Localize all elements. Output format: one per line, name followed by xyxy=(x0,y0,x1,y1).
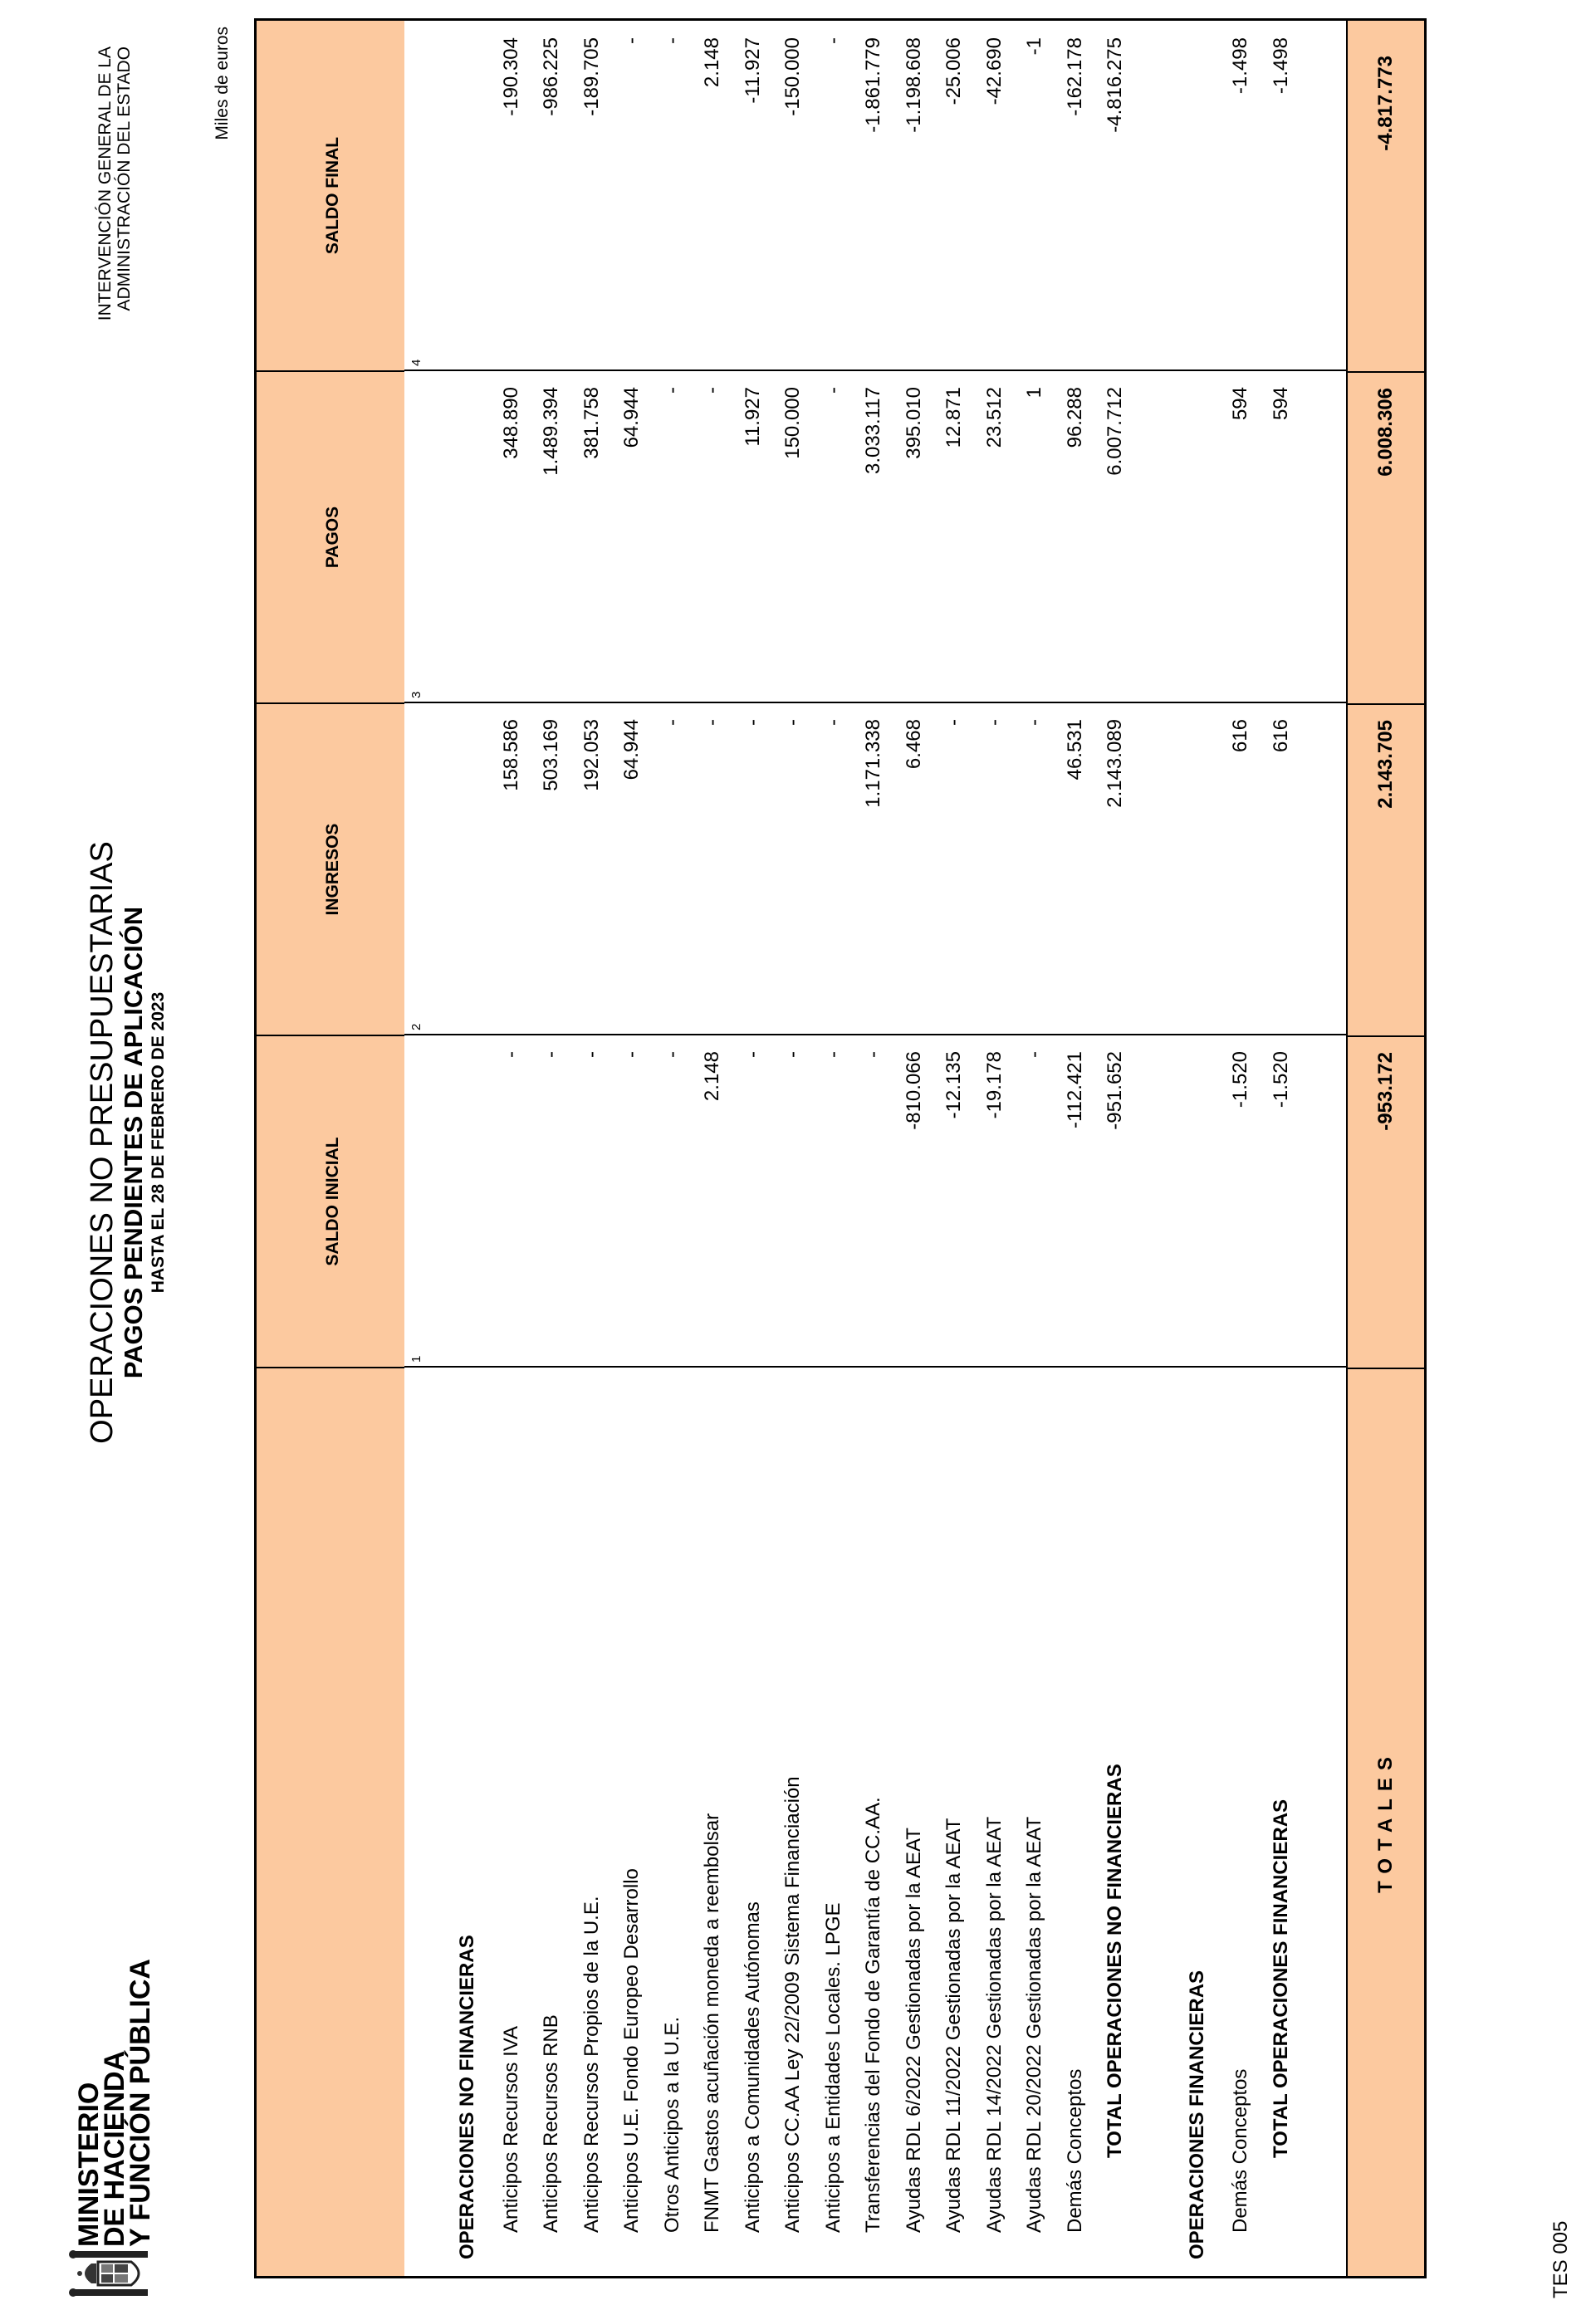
table-cell: -19.178 xyxy=(982,1051,1006,1119)
table-cell: - xyxy=(862,1051,884,1058)
table-cell: 23.512 xyxy=(982,387,1006,448)
table-cell: - xyxy=(741,719,764,726)
header-ingresos xyxy=(257,702,404,1035)
table-cell: -1 xyxy=(1023,37,1045,56)
table-cell: - xyxy=(620,37,643,44)
total-ingresos: 2.143.705 xyxy=(1374,720,1397,809)
table-cell: - xyxy=(821,719,845,726)
table-cell: 64.944 xyxy=(620,387,643,448)
ministry-line-3: Y FUNCIÓN PÚBLICA xyxy=(125,1959,156,2247)
column-divider xyxy=(404,702,1424,703)
report-subtitle: PAGOS PENDIENTES DE APLICACIÓN xyxy=(119,906,148,1379)
table-cell: - xyxy=(781,719,804,726)
header-saldo-inicial xyxy=(257,1035,404,1367)
row-label: Demás Conceptos xyxy=(1063,2068,1086,2233)
table-cell: - xyxy=(540,1051,562,1058)
table-cell: 2.148 xyxy=(701,37,723,88)
table-cell: 395.010 xyxy=(902,387,925,459)
table-cell: 1.171.338 xyxy=(862,719,884,808)
table-cell: - xyxy=(821,37,845,44)
table-cell: -162.178 xyxy=(1063,37,1086,116)
table-cell: - xyxy=(821,1051,845,1058)
table-cell: 2.148 xyxy=(701,1051,723,1102)
row-label: Anticipos Recursos IVA xyxy=(499,2026,522,2233)
table-cell: -1.861.779 xyxy=(862,37,884,133)
table-cell: 11.927 xyxy=(741,387,764,447)
report-title: OPERACIONES NO PRESUPUESTARIAS xyxy=(85,841,120,1444)
section-total-value: -4.816.275 xyxy=(1104,37,1126,133)
row-label: Anticipos CC.AA Ley 22/2009 Sistema Financiación xyxy=(781,1776,804,2233)
table-cell: -810.066 xyxy=(902,1051,925,1130)
table-cell: - xyxy=(660,719,683,726)
column-divider xyxy=(1348,371,1424,373)
table-cell: -1.520 xyxy=(1229,1051,1251,1108)
section-total-label: TOTAL OPERACIONES FINANCIERAS xyxy=(1269,1798,1292,2158)
section-total-value: -951.652 xyxy=(1104,1051,1126,1130)
table-cell: -12.135 xyxy=(942,1051,965,1119)
row-label: Anticipos U.E. Fondo Europeo Desarrollo xyxy=(620,1868,643,2233)
report-date: HASTA EL 28 DE FEBRERO DE 2023 xyxy=(149,991,168,1294)
table-cell: - xyxy=(1023,1051,1045,1058)
table-cell: - xyxy=(982,719,1006,726)
table-cell: 158.586 xyxy=(499,719,522,791)
table-cell: 381.758 xyxy=(580,387,603,459)
ministry-name xyxy=(73,1959,156,2247)
table-cell: -11.927 xyxy=(741,37,764,104)
table-cell: - xyxy=(1023,719,1045,726)
table-cell: -150.000 xyxy=(781,37,804,116)
totals-label: TOTALES xyxy=(1374,1750,1397,1893)
total-saldo-final: -4.817.773 xyxy=(1374,56,1397,151)
table-cell: - xyxy=(660,387,683,394)
table-cell: 96.288 xyxy=(1063,387,1086,448)
table-cell: -25.006 xyxy=(942,37,965,105)
row-label: Anticipos a Comunidades Autónomas xyxy=(741,1901,764,2233)
section-total-label: TOTAL OPERACIONES NO FINANCIERAS xyxy=(1104,1764,1126,2158)
table-cell: -42.690 xyxy=(982,37,1006,105)
column-number: 3 xyxy=(409,691,423,698)
section-total-value: 2.143.089 xyxy=(1104,719,1126,808)
row-label: Otros Anticipos a la U.E. xyxy=(660,2016,683,2233)
table-cell: -1.498 xyxy=(1229,37,1251,95)
table-cell: 192.053 xyxy=(580,719,603,791)
row-label: Ayudas RDL 14/2022 Gestionadas por la AEAT xyxy=(982,1816,1006,2233)
row-label: Anticipos Recursos Propios de la U.E. xyxy=(580,1896,603,2233)
table-cell: -1.198.608 xyxy=(902,37,925,133)
row-label: Ayudas RDL 6/2022 Gestionadas por la AEAT xyxy=(902,1828,925,2233)
table-cell: - xyxy=(701,719,723,726)
table-cell: 3.033.117 xyxy=(862,387,884,474)
table-cell: - xyxy=(580,1051,603,1058)
totals-row xyxy=(1346,21,1424,2276)
units-label: Miles de euros xyxy=(213,27,232,140)
table-cell: - xyxy=(821,387,845,394)
table-cell: - xyxy=(701,387,723,394)
total-pagos: 6.008.306 xyxy=(1374,388,1397,477)
data-table xyxy=(254,18,1427,2278)
table-cell: -190.304 xyxy=(499,37,522,116)
row-label: Anticipos a Entidades Locales. LPGE xyxy=(821,1902,845,2233)
column-header: SALDO FINAL xyxy=(323,136,342,255)
table-cell: -112.421 xyxy=(1063,1051,1086,1128)
org-line-1: INTERVENCIÓN GENERAL DE LA xyxy=(95,46,115,321)
ministry-line-2: DE HACIENDA xyxy=(99,2050,130,2247)
table-cell: 12.871 xyxy=(942,387,965,448)
table-cell: - xyxy=(620,1051,643,1058)
table-cell: - xyxy=(741,1051,764,1058)
org-line-2: ADMINISTRACIÓN DEL ESTADO xyxy=(115,46,134,311)
section-total-value: -1.498 xyxy=(1269,37,1292,95)
row-label: Ayudas RDL 20/2022 Gestionadas por la AEAT xyxy=(1023,1816,1045,2233)
section-title: OPERACIONES NO FINANCIERAS xyxy=(456,1935,478,2259)
column-header: PAGOS xyxy=(323,506,342,569)
section-total-value: 616 xyxy=(1269,719,1292,753)
table-cell: 1 xyxy=(1023,387,1045,399)
table-cell: 46.531 xyxy=(1063,719,1086,781)
ministry-line-1: MINISTERIO xyxy=(73,2082,105,2247)
row-label: Transferencias del Fondo de Garantía de CC.AA. xyxy=(862,1797,884,2233)
column-divider xyxy=(404,1366,1424,1368)
column-divider xyxy=(404,1034,1424,1035)
table-cell: 616 xyxy=(1229,719,1251,753)
table-cell: 503.169 xyxy=(540,719,562,791)
coat-of-arms-icon xyxy=(66,2249,156,2298)
header-saldo-final xyxy=(257,21,404,370)
column-divider xyxy=(404,369,1424,371)
table-cell: -189.705 xyxy=(580,37,603,116)
table-cell: - xyxy=(660,1051,683,1058)
header-concept-cell xyxy=(257,1367,404,2276)
column-divider xyxy=(1348,1035,1424,1037)
section-total-value: 6.007.712 xyxy=(1104,387,1126,476)
document-code: TES 005 xyxy=(1549,2220,1572,2298)
row-label: FNMT Gastos acuñación moneda a reembolsar xyxy=(701,1813,723,2233)
total-saldo-inicial: -953.172 xyxy=(1374,1052,1397,1131)
row-label: Anticipos Recursos RNB xyxy=(540,2014,562,2233)
column-header: INGRESOS xyxy=(323,823,342,916)
table-cell: - xyxy=(660,37,683,44)
row-label: Ayudas RDL 11/2022 Gestionadas por la AEAT xyxy=(942,1818,965,2233)
column-divider xyxy=(1348,703,1424,705)
section-total-value: -1.520 xyxy=(1269,1051,1292,1108)
table-cell: - xyxy=(781,1051,804,1058)
column-number: 2 xyxy=(409,1023,423,1030)
header-pagos xyxy=(257,370,404,702)
column-number: 4 xyxy=(409,359,423,366)
table-cell: - xyxy=(942,719,965,726)
table-cell: 6.468 xyxy=(902,719,925,770)
table-cell: 1.489.394 xyxy=(540,387,562,476)
issuing-organization xyxy=(95,46,134,412)
table-cell: 348.890 xyxy=(499,387,522,459)
table-cell: - xyxy=(499,1051,522,1058)
table-cell: 594 xyxy=(1229,387,1251,421)
column-number: 1 xyxy=(409,1355,423,1363)
table-cell: 64.944 xyxy=(620,719,643,781)
section-total-value: 594 xyxy=(1269,387,1292,421)
table-cell: 150.000 xyxy=(781,387,804,459)
table-cell: -986.225 xyxy=(540,37,562,116)
section-title: OPERACIONES FINANCIERAS xyxy=(1185,1970,1208,2259)
row-label: Demás Conceptos xyxy=(1229,2068,1251,2233)
report-title-block xyxy=(85,727,169,1558)
column-header: SALDO INICIAL xyxy=(323,1137,342,1266)
